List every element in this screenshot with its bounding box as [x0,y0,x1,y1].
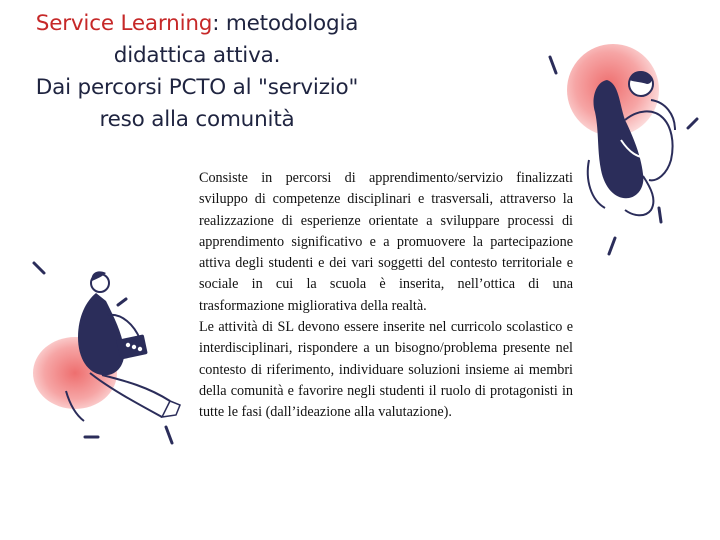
dash-mark [34,263,44,273]
title-line1-rest: : metodologia [212,11,359,36]
sitting-person [588,71,675,215]
body-paragraph-2: Le attività di SL devono essere inserite nel curricolo scolastico e interdisciplinari, rispondere a un bisogno/problema presente nel contesto di riferimento, individuare soluzioni insieme ai membri della comunità e favorire negli studenti il ruolo di protagonisti in tutte le fasi (dall’ideazione alla valutazione). [199,319,573,421]
sitting-person-illustration [525,40,715,260]
slide-title [14,8,380,136]
title-highlight: Service Learning [35,11,213,36]
title-line3: Dai percorsi PCTO al "servizio" [35,75,359,100]
dash-mark [659,208,661,222]
dash-mark [688,119,697,128]
body-paragraph-1: Consiste in percorsi di apprendimento/servizio finalizzati sviluppo di competenze disciplinari e trasversali, attraverso la realizzazione di esperienze orientate a sviluppare processi di apprendimento significativo e a promuovere la partecipazione attiva degli studenti e dei vari soggetti del contesto territoriale e sociale in cui la scuola è inserita, nell’ottica di una trasformazione migliorativa della realtà. [199,170,573,314]
dash-mark [550,57,556,73]
body-text [199,168,573,424]
title-line2: didattica attiva. [113,43,281,68]
dash-mark [609,238,615,254]
dash-mark [118,299,126,305]
title-line4: reso alla comunità [99,107,295,132]
dash-mark [166,427,172,443]
reading-person-illustration [30,255,200,455]
